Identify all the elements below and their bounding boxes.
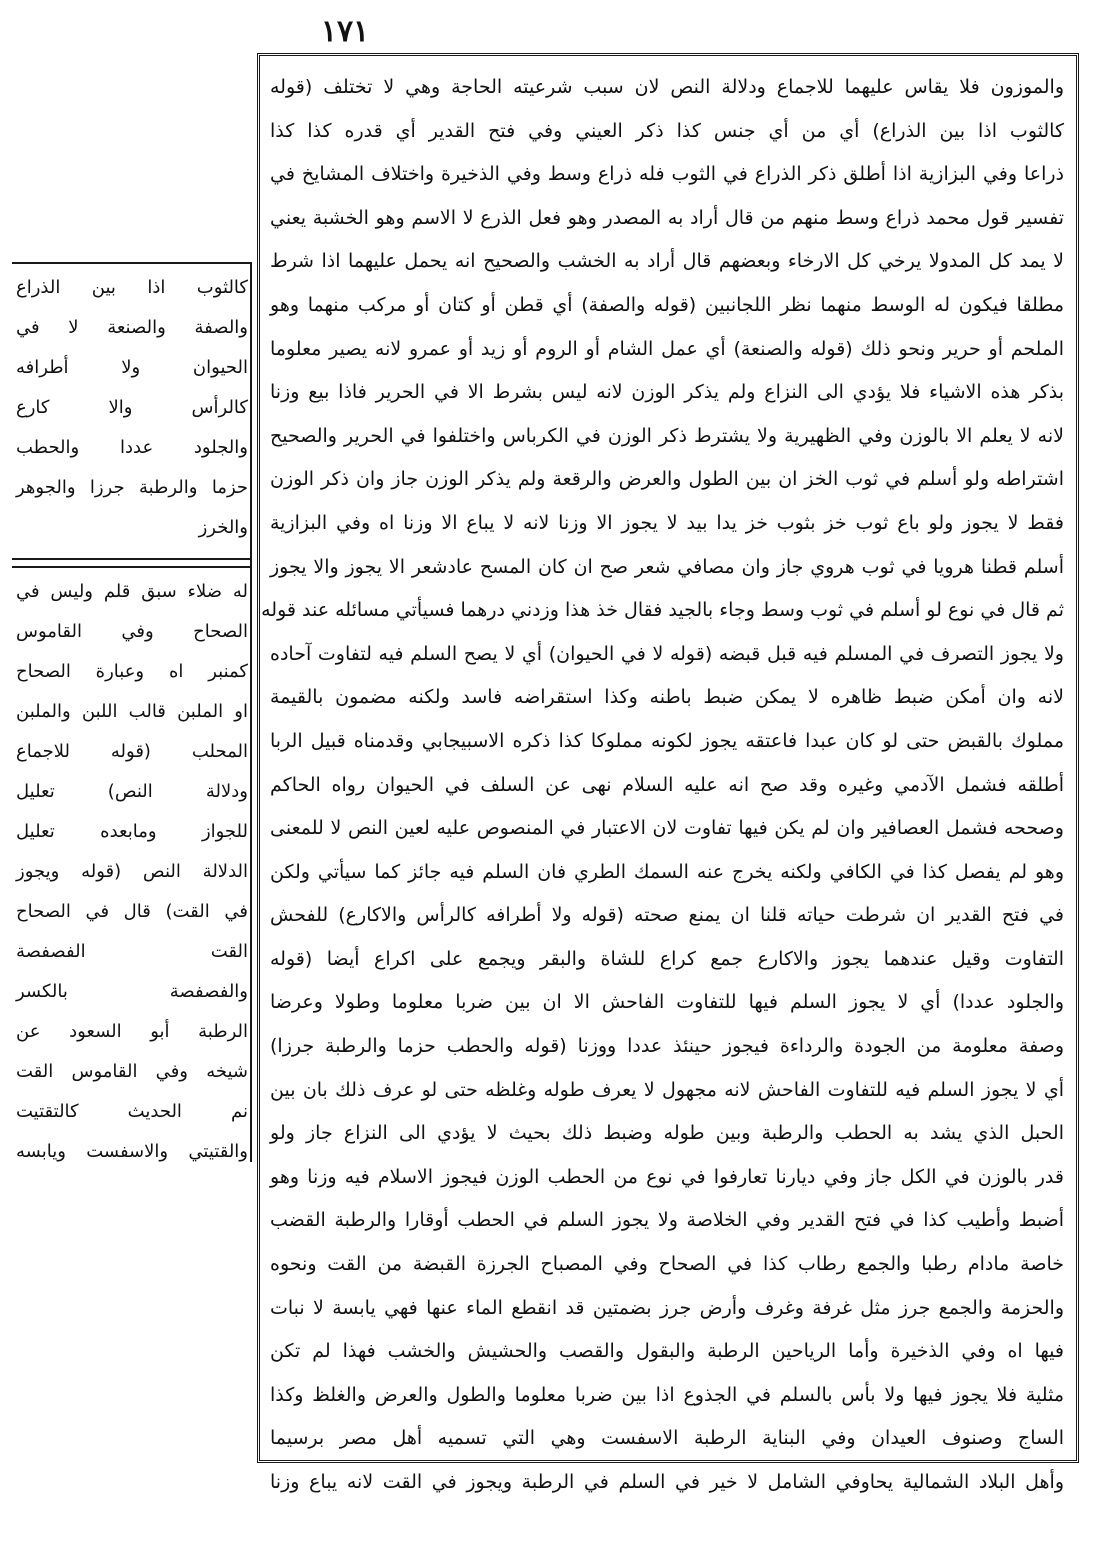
margin-gloss-matn [12,262,252,560]
main-text-line: أي لا يجوز السلم فيه للتفاوت الفاحش لانه مجهول لا يعرف طوله وغلظه حتى لو عرف ذلك بان بين [270,1078,1064,1101]
gloss-line: او الملبن قالب اللبن والملبن [16,701,248,722]
main-text-line: والحزمة والجمع جرز مثل غرفة وغرف وأرض جرز بضمتين قد انقطع الماء عنها فهي يابسة لا نبات [270,1296,1064,1319]
main-text-line: ثم قال في نوع لو أسلم في ثوب وسط وجاء بالجيد فقال خذ هذا وزدني درهما فسيأتي مسائله عند قوله [261,599,1064,622]
main-text-line: لانه وان أمكن ضبط ظاهره لا يمكن ضبط باطنه وكذا استقراضه فاسد ولكنه مضمون بالقيمة [270,686,1064,709]
main-text-line: مطلقا فيكون له الوسط منهما نظر اللجانبين (قوله والصفة) أي قطن أو كتان أو مركب منهما وهو [270,293,1064,316]
main-text-line: وصححه فشمل العصافير وان لم يكن فيها تفاوت لان الاعتبار في المنصوص عليه لعين النص لا للمعنى [270,817,1064,840]
gloss-line: كمنبر اه وعبارة الصحاح [16,661,248,682]
gloss-line: القت الفصفصة [16,941,248,962]
main-text-line: وصفة معلومة من الجودة والرداءة فيجوز حينئذ عددا ووزنا (قوله والحطب حزما والرطبة جرزا) [270,1035,1064,1058]
margin-gloss-hashiya [12,566,252,1161]
gloss-line: والفصفصة بالكسر [16,981,248,1002]
main-text-line: وهو لم يفصل كذا في الكافي ولكنه يخرج عنه السمك الطري فان السلم فيه جائز كما سيأتي ولكن [270,860,1064,883]
gloss-line: له ضلاء سبق قلم وليس في [16,581,248,602]
main-text-line: لا يمد كل المدولا يرخي كل الارخاء وبعضهم قال أراد به الخشب والصحيح انه يحمل عليهما اذا شرط [270,250,1064,273]
main-text-line: تفسير قول محمد ذراع وسط منهم من قال أراد به المصدر وهو فعل الذرع لا الاسم وهو الخشبة يعني [270,206,1064,229]
main-text-line: في فتح القدير ان شرطت حياته قلنا ان يمنع صحته (قوله ولا أطرافه كالرأس والاكارع) للفحش [270,904,1064,927]
gloss-line: الدلالة النص (قوله ويجوز [16,861,248,882]
main-text-line: قدر بالوزن في الكل جاز وفي ديارنا تعارفوا في نوع من الحطب الوزن فيجوز الاسلام فيه وزنا وهو [270,1165,1064,1188]
gloss-line: والجلود عددا والحطب [16,437,248,458]
main-text-line: أسلم قطنا هرويا في ثوب هروي جاز وان مصافي شعر صح ان كان المسح عادشعر الا يجوز والا يجوز [270,555,1064,578]
gloss-line: والقتيتي والاسفست ويابسه [16,1141,248,1162]
main-text-line: أضبط وأطيب كذا في فتح القدير وفي الخلاصة ولا يجوز السلم في الحطب أوقارا والرطبة القضب [270,1209,1064,1232]
main-text-line: خاصة مادام رطبا والجمع رطاب كذا في الصحاح وفي المصباح الجرزة القبضة من القت ونحوه [270,1253,1064,1276]
gloss-line: المحلب (قوله للاجماع [16,741,248,762]
gloss-line: كالثوب اذا بين الذراع [16,277,248,298]
main-text-line: الحبل الذي يشد به الحطب والرطبة وبين طوله وضبط ذلك بحيث لا يؤدي الى النزاع جاز ولو [270,1122,1064,1145]
gloss-line: شيخه وفي القاموس القت [16,1061,248,1082]
gloss-line: والخرز [198,517,248,538]
main-text-line: مثلية فلا يجوز فيها ولا بأس بالسلم في الجذوع اذا بين ضربا معلوما والطول والعرض والغلظ وكذا [270,1383,1064,1406]
main-text-line: الملحم أو حرير ونحو ذلك (قوله والصنعة) أي عمل الشام أو الروم أو زيد أو عمرو لانه يصير معلوما [270,337,1064,360]
gloss-line: كالرأس والا كارع [16,397,248,418]
gloss-line: نم الحديث كالتقتيت [16,1101,248,1122]
main-text-line: الساج وصنوف العيدان وفي البناية الرطبة الاسفست وهي التي تسميه أهل مصر برسيما [270,1427,1064,1450]
gloss-line: الحيوان ولا أطرافه [16,357,248,378]
gloss-line: حزما والرطبة جرزا والجوهر [16,477,248,498]
main-text-line: وأهل البلاد الشمالية يحاوفي الشامل لا خير في السلم في الرطبة ويجوز في القت لانه يباع وزنا [270,1471,1064,1493]
main-text-line: التفاوت وقيل عندهما يجوز والاكارع جمع كراع للشاة والبقر ويجمع على اكراع أيضا (قوله [270,947,1064,970]
page-number: ١٧١ [320,14,370,49]
gloss-line: والصفة والصنعة لا في [16,317,248,338]
main-text-line: فيها اه وفي الذخيرة وأما الرياحين الرطبة والبقول والقصب والحشيش والخشب فهذا لم تكن [270,1340,1064,1363]
main-text-line: أطلقه فشمل الآدمي وغيره وقد صح انه عليه السلام نهى عن السلف في الحيوان رواه الحاكم [270,773,1064,796]
margin-divider [250,262,252,1162]
main-text-line: ولا يجوز التصرف في المسلم فيه قبل قبضه (قوله لا في الحيوان) أي لا يصح السلم فيه لتفاوت آحاده [270,642,1064,665]
main-text-line: كالثوب اذا بين الذراع) أي من أي جنس كذا ذكر العيني وفي فتح القدير أي قدره كذا كذا [270,119,1064,142]
main-text-line: ذراعا وفي البزازية اذا أطلق ذكر الذراع في الثوب فله ذراع وسط وفي الذخيرة واختلاف المشايخ في [270,163,1064,186]
main-text-line: لانه لا يعلم الا بالوزن وفي الظهيرية ولا يشترط ذكر الوزن في الكرباس واختلفوا في الحرير والصحيح [270,424,1064,447]
main-text-line: والموزون فلا يقاس عليهما للاجماع ودلالة النص لان سبب شرعيته الحاجة وهي لا تختلف (قوله [270,76,1064,98]
gloss-line: في القت) قال في الصحاح [16,901,248,922]
main-text-line: والجلود عددا) أي لا يجوز السلم فيها للتفاوت الفاحش الا ان بين ضربا معلوما وطولا وعرضا [270,991,1064,1014]
main-text-line: فقط لا يجوز ولو باع ثوب خز بثوب خز يدا بيد لا يجوز الا وزنا لانه لا يباع الا وزنا اه وفي البزازية [270,511,1064,534]
main-text-line: مملوك بالقبض حتى لو كان عبدا فاعتقه يجوز لكونه مملوكا كذا ذكره الاسبيجابي وقدمناه قبيل الربا [270,729,1064,752]
gloss-line: الرطبة أبو السعود عن [16,1021,248,1042]
gloss-line: للجواز ومابعده تعليل [16,821,248,842]
gloss-line: الصحاح وفي القاموس [16,621,248,642]
gloss-line: ودلالة النص) تعليل [16,781,248,802]
main-text-line: اشتراطه ولو أسلم في ثوب الخز ان بين الطول والعرض والرقعة ولم يذكر الوزن جاز وان ذكر الوزن [270,468,1064,491]
main-text-frame [257,53,1079,1493]
main-text-line: بذكر هذه الاشياء فلا يؤدي الى النزاع ولم يذكر الوزن لانه ليس بشرط الا في الحرير فاذا بيع وزنا [270,381,1064,404]
